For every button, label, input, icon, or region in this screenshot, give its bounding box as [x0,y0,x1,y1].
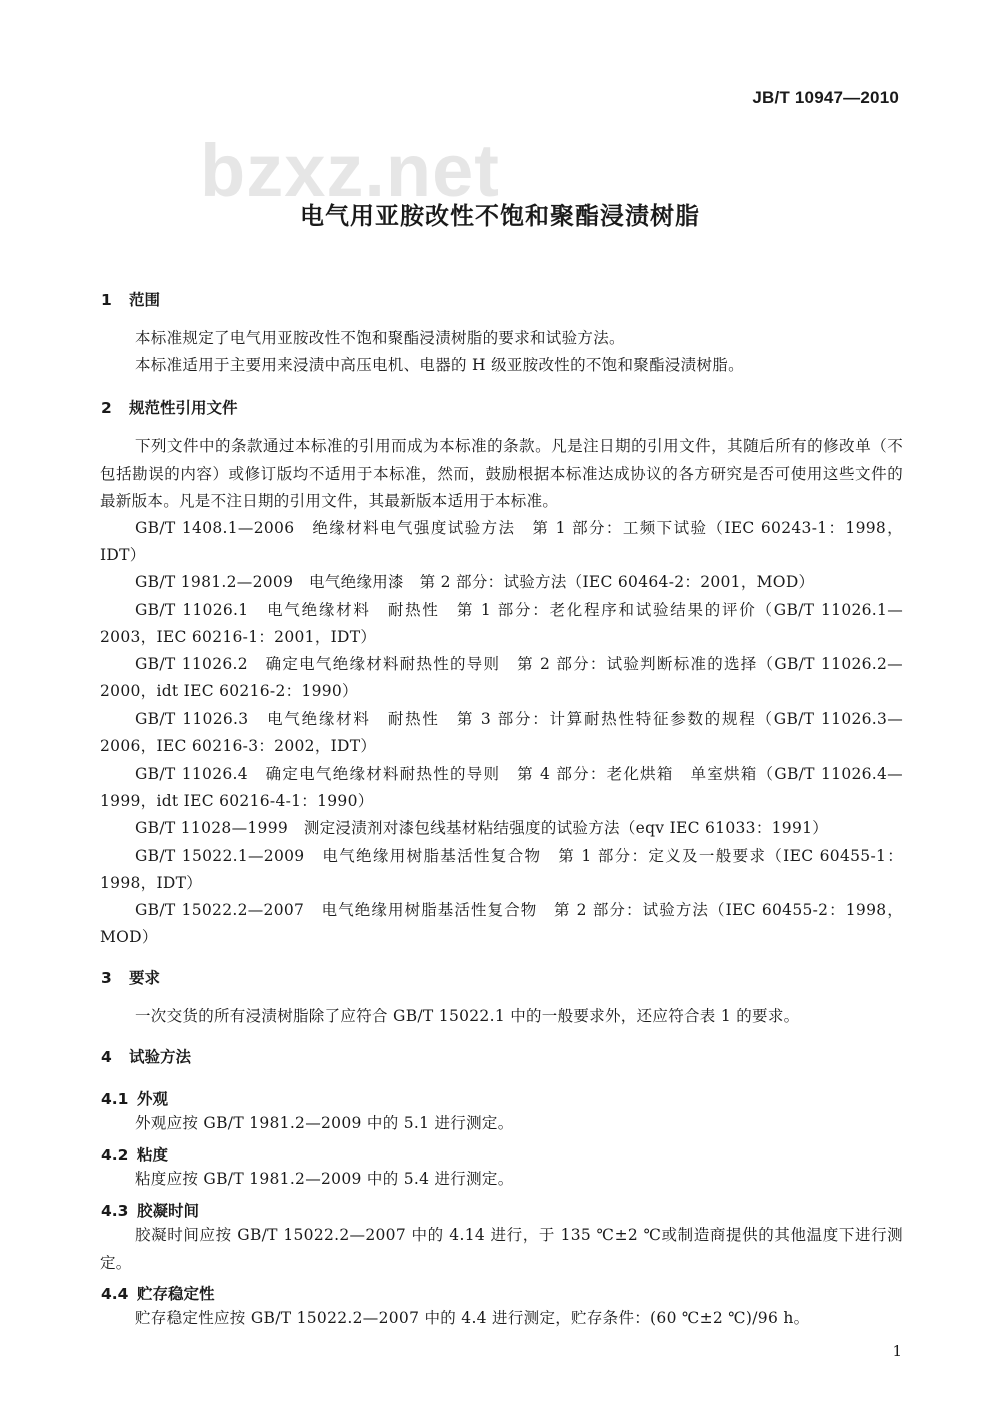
watermark: bzxz.net [200,129,500,212]
section-heading-3 [101,966,160,988]
document-title: 电气用亚胺改性不饱和聚酯浸渍树脂 [300,202,700,230]
section-heading-4 [101,1045,191,1067]
reference-item: GB/T 15022.1—2009 电气绝缘用树脂基活性复合物 第 1 部分：定义及一般要求（IEC 60455-1：1998，IDT） [100,847,903,892]
reference-item: GB/T 11026.3 电气绝缘材料 耐热性 第 3 部分：计算耐热性特征参数的规程（GB/T 11026.3—2006，IEC 60216-3：2002，IDT） [100,710,903,755]
reference-item: GB/T 1408.1—2006 绝缘材料电气强度试验方法 第 1 部分：工频下试验（IEC 60243-1：1998，IDT） [100,519,903,564]
paragraph: 本标准规定了电气用亚胺改性不饱和聚酯浸渍树脂的要求和试验方法。 [135,329,625,347]
reference-item: GB/T 11026.2 确定电气绝缘材料耐热性的导则 第 2 部分：试验判断标准的选择（GB/T 11026.2—2000，idt IEC 60216-2：1990） [100,655,903,700]
paragraph: 本标准适用于主要用来浸渍中高压电机、电器的 H 级亚胺改性的不饱和聚酯浸渍树脂。 [135,356,744,374]
section-number: 1 [101,291,112,309]
subsection-title: 胶凝时间 [137,1202,200,1220]
subsection-heading-4-2 [101,1143,168,1165]
section-title: 规范性引用文件 [129,399,238,417]
subsection-title: 粘度 [137,1146,169,1164]
paragraph: 一次交货的所有浸渍树脂除了应符合 GB/T 15022.1 中的一般要求外，还应符合表 1 的要求。 [135,1007,800,1025]
subsection-heading-4-3 [101,1199,199,1221]
subsection-number: 4.2 [101,1146,129,1164]
subsection-number: 4.4 [101,1285,129,1303]
section-title: 范围 [129,291,161,309]
subsection-title: 贮存稳定性 [137,1285,215,1303]
subsection-number: 4.1 [101,1090,129,1108]
section-title: 试验方法 [129,1048,192,1066]
reference-item: GB/T 1981.2—2009 电气绝缘用漆 第 2 部分：试验方法（IEC 60464-2：2001，MOD） [135,573,815,591]
section-number: 4 [101,1048,112,1066]
page-number: 1 [892,1342,902,1360]
subsection-heading-4-1 [101,1087,168,1109]
standard-code: JB/T 10947—2010 [752,88,899,107]
reference-item: GB/T 11026.1 电气绝缘材料 耐热性 第 1 部分：老化程序和试验结果的评价（GB/T 11026.1—2003，IEC 60216-1：2001，IDT） [100,601,903,646]
paragraph: 贮存稳定性应按 GB/T 15022.2—2007 中的 4.4 进行测定，贮存条件：(60 ℃±2 ℃)/96 h。 [135,1309,810,1327]
subsection-heading-4-4 [101,1282,215,1304]
reference-item: GB/T 11026.4 确定电气绝缘材料耐热性的导则 第 4 部分：老化烘箱 单室烘箱（GB/T 11026.4—1999，idt IEC 60216-4-1：1990） [100,765,903,810]
paragraph: 下列文件中的条款通过本标准的引用而成为本标准的条款。凡是注日期的引用文件，其随后所有的修改单（不包括勘误的内容）或修订版均不适用于本标准，然而，鼓励根据本标准达成协议的各方研究是否可使用这些文件的最新版本。凡是不注日期的引用文件，其最新版本适用于本标准。 [100,437,903,510]
paragraph: 粘度应按 GB/T 1981.2—2009 中的 5.4 进行测定。 [135,1170,514,1188]
section-number: 2 [101,399,112,417]
section-heading-1 [101,288,160,310]
section-number: 3 [101,969,112,987]
reference-item: GB/T 11028—1999 测定浸渍剂对漆包线基材粘结强度的试验方法（eqv IEC 61033：1991） [135,819,829,837]
paragraph: 胶凝时间应按 GB/T 15022.2—2007 中的 4.14 进行，于 135 ℃±2 ℃或制造商提供的其他温度下进行测定。 [100,1226,903,1272]
section-title: 要求 [129,969,161,987]
reference-item: GB/T 15022.2—2007 电气绝缘用树脂基活性复合物 第 2 部分：试验方法（IEC 60455-2：1998，MOD） [100,901,903,946]
section-heading-2 [101,396,238,418]
subsection-number: 4.3 [101,1202,129,1220]
paragraph: 外观应按 GB/T 1981.2—2009 中的 5.1 进行测定。 [135,1114,514,1132]
subsection-title: 外观 [137,1090,169,1108]
